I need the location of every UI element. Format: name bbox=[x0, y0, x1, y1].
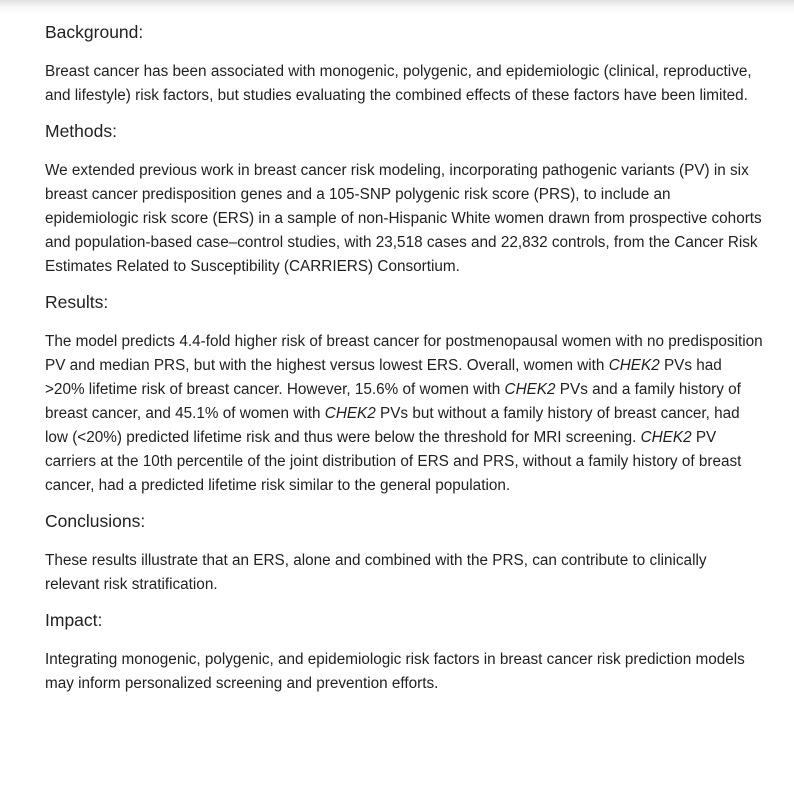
background-section bbox=[45, 20, 765, 108]
abstract bbox=[45, 20, 765, 707]
methods-heading: Methods: bbox=[45, 121, 117, 141]
results-text-part-4: PVs but without a family history of breast cancer, had low (<20%) predicted lifetime risk and thus were below the threshold for MRI screening. bbox=[45, 405, 740, 446]
conclusions-heading: Conclusions: bbox=[45, 511, 146, 531]
background-text: Breast cancer has been associated with monogenic, polygenic, and epidemiologic (clinical, reproductive, and lifestyle) risk factors, but studies evaluating the combined effects of these factors have been limited. bbox=[45, 63, 752, 104]
background-heading: Background: bbox=[45, 22, 144, 42]
results-section bbox=[45, 290, 765, 498]
impact-text: Integrating monogenic, polygenic, and epidemiologic risk factors in breast cancer risk prediction models may inform personalized screening and prevention efforts. bbox=[45, 651, 745, 692]
results-heading: Results: bbox=[45, 292, 109, 312]
gene-name: CHEK2 bbox=[608, 357, 660, 374]
gene-name: CHEK2 bbox=[504, 381, 556, 398]
conclusions-section bbox=[45, 509, 765, 597]
gene-name: CHEK2 bbox=[640, 429, 692, 446]
results-text-part-5: PV carriers at the 10th percentile of the joint distribution of ERS and PRS, without a family history of breast cancer, had a predicted lifetime risk similar to the general population. bbox=[45, 429, 742, 494]
methods-section bbox=[45, 119, 765, 279]
results-text-part-3: PVs and a family history of breast cancer, and 45.1% of women with bbox=[45, 381, 741, 422]
impact-heading: Impact: bbox=[45, 610, 103, 630]
results-text-part-1: The model predicts 4.4-fold higher risk of breast cancer for postmenopausal women with no predisposition PV and median PRS, but with the highest versus lowest ERS. Overall, women with bbox=[45, 333, 763, 374]
results-text-part-2: PVs had >20% lifetime risk of breast cancer. However, 15.6% of women with bbox=[45, 357, 722, 398]
top-shadow bbox=[0, 0, 794, 14]
results-text bbox=[45, 330, 765, 498]
impact-section bbox=[45, 608, 765, 696]
gene-name: CHEK2 bbox=[324, 405, 376, 422]
methods-text: We extended previous work in breast cancer risk modeling, incorporating pathogenic variants (PV) in six breast cancer predisposition genes and a 105-SNP polygenic risk score (PRS), to include an epidemiologic risk score (ERS) in a sample of non-Hispanic White women drawn from prospective cohorts and population-based case–control studies, with 23,518 cases and 22,832 controls, from the Cancer Risk Estimates Related to Susceptibility (CARRIERS) Consortium. bbox=[45, 162, 762, 275]
conclusions-text: These results illustrate that an ERS, alone and combined with the PRS, can contribute to clinically relevant risk stratification. bbox=[45, 552, 707, 593]
